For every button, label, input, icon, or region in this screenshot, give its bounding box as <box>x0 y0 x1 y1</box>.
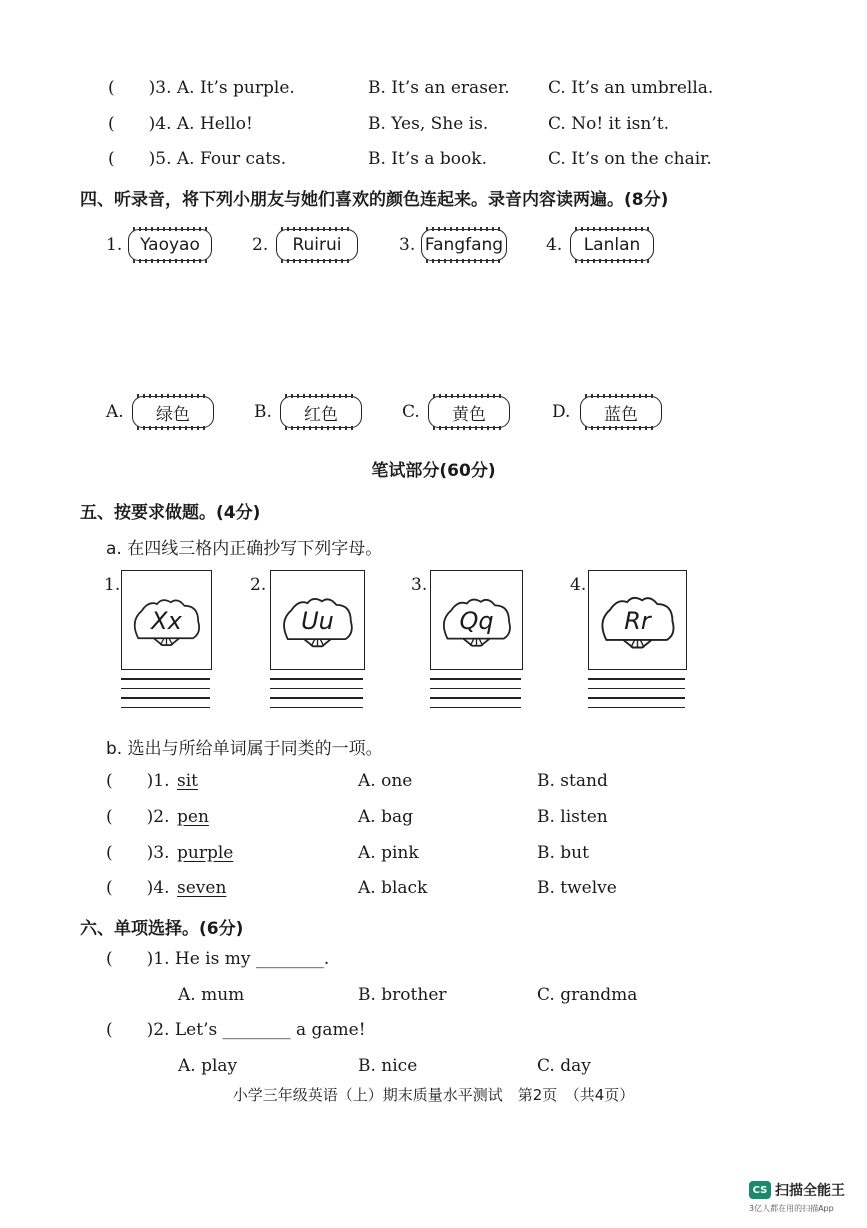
letter-card-rr <box>588 570 687 670</box>
letter-glyph: Xx <box>151 607 182 635</box>
letter-glyph: Uu <box>301 607 334 635</box>
option-b: B. listen <box>537 807 608 827</box>
four-line-grid[interactable] <box>588 678 685 716</box>
option-a: A. black <box>358 878 428 898</box>
scanner-brand: 扫描全能王 <box>775 1183 845 1199</box>
color-label: 黄色 <box>452 404 486 425</box>
section5-part-b: b. 选出与所给单词属于同类的一项。 <box>106 739 383 759</box>
option-c: C. No! it isn’t. <box>548 114 669 134</box>
mc1-option-b: B. brother <box>358 985 447 1005</box>
name-box-yaoyao[interactable] <box>128 229 212 261</box>
color-letter: A. <box>106 402 124 422</box>
name-num: 2. <box>252 235 269 255</box>
option-a: A. one <box>358 771 413 791</box>
color-label: 绿色 <box>156 404 190 425</box>
section5-title: 五、按要求做题。(4分) <box>80 503 261 523</box>
section4-title: 四、听录音，将下列小朋友与她们喜欢的颜色连起来。录音内容读两遍。(8分) <box>80 190 669 210</box>
option-b: B. stand <box>537 771 608 791</box>
letter-num: 2. <box>250 575 267 595</box>
given-word: seven <box>177 878 227 898</box>
option-a: A. bag <box>358 807 413 827</box>
given-word: pen <box>177 807 209 827</box>
option-b: B. It’s a book. <box>368 149 487 169</box>
mc1-option-a: A. mum <box>178 985 245 1005</box>
page-footer: 小学三年级英语（上）期末质量水平测试 第2页 （共4页） <box>232 1086 635 1104</box>
color-letter: C. <box>402 402 420 422</box>
letter-card-qq <box>430 570 523 670</box>
question-stem: ( )3. A. It’s purple. <box>108 78 295 98</box>
name-num: 1. <box>106 235 123 255</box>
item-num: ( )2. <box>106 807 170 827</box>
four-line-grid[interactable] <box>121 678 210 716</box>
name-label: Lanlan <box>583 235 641 255</box>
section6-title: 六、单项选择。(6分) <box>80 919 244 939</box>
color-letter: B. <box>254 402 272 422</box>
name-label: Fangfang <box>424 235 504 255</box>
scanner-tagline: 3亿人都在用的扫描App <box>749 1204 834 1213</box>
item-num: ( )1. <box>106 771 170 791</box>
mc2-option-b: B. nice <box>358 1056 418 1076</box>
option-b: B. It’s an eraser. <box>368 78 510 98</box>
mc-question-1: ( )1. He is my ________. <box>106 949 330 969</box>
item-num: ( )3. <box>106 843 170 863</box>
name-num: 4. <box>546 235 563 255</box>
option-c: C. It’s on the chair. <box>548 149 712 169</box>
option-b: B. but <box>537 843 589 863</box>
name-box-ruirui[interactable] <box>276 229 358 261</box>
given-word: purple <box>177 843 234 863</box>
written-part-heading: 笔试部分(60分) <box>371 461 496 481</box>
mc2-option-c: C. day <box>537 1056 591 1076</box>
four-line-grid[interactable] <box>270 678 363 716</box>
camscanner-logo-icon: CS <box>749 1181 771 1199</box>
option-a: A. pink <box>358 843 419 863</box>
color-label: 红色 <box>304 404 338 425</box>
letter-num: 4. <box>570 575 587 595</box>
letter-num: 3. <box>411 575 428 595</box>
color-label: 蓝色 <box>604 404 638 425</box>
section5-part-a: a. 在四线三格内正确抄写下列字母。 <box>106 539 383 559</box>
letter-glyph: Qq <box>459 607 494 635</box>
name-label: Yaoyao <box>140 235 200 255</box>
four-line-grid[interactable] <box>430 678 521 716</box>
mc2-option-a: A. play <box>178 1056 238 1076</box>
question-stem: ( )4. A. Hello! <box>108 114 253 134</box>
name-num: 3. <box>399 235 416 255</box>
color-box-green[interactable] <box>132 396 214 428</box>
given-word: sit <box>177 771 198 791</box>
color-box-blue[interactable] <box>580 396 662 428</box>
name-label: Ruirui <box>292 235 342 255</box>
letter-num: 1. <box>104 575 121 595</box>
letter-glyph: Rr <box>624 607 651 635</box>
color-box-red[interactable] <box>280 396 362 428</box>
color-letter: D. <box>552 402 571 422</box>
question-stem: ( )5. A. Four cats. <box>108 149 287 169</box>
letter-card-xx <box>121 570 212 670</box>
option-c: C. It’s an umbrella. <box>548 78 714 98</box>
mc1-option-c: C. grandma <box>537 985 638 1005</box>
letter-card-uu <box>270 570 365 670</box>
name-box-fangfang[interactable] <box>421 229 507 261</box>
item-num: ( )4. <box>106 878 170 898</box>
mc-question-2: ( )2. Let’s ________ a game! <box>106 1020 366 1040</box>
name-box-lanlan[interactable] <box>570 229 654 261</box>
option-b: B. twelve <box>537 878 617 898</box>
option-b: B. Yes, She is. <box>368 114 489 134</box>
color-box-yellow[interactable] <box>428 396 510 428</box>
